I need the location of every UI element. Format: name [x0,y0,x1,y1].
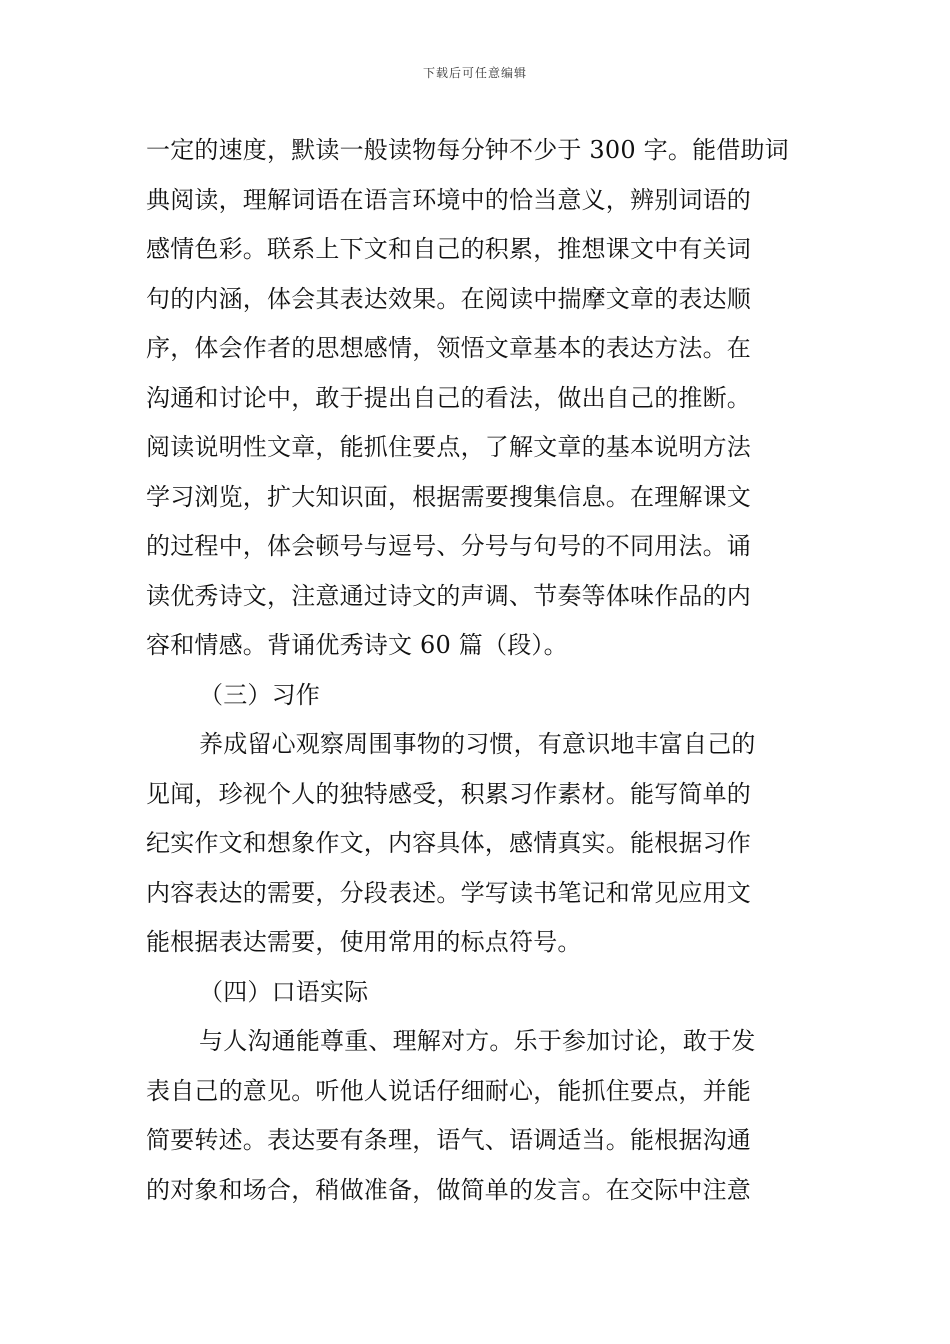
text-line: 句的内涵，体会其表达效果。在阅读中揣摩文章的表达顺 [146,284,751,313]
text-line: 序，体会作者的思想感情，领悟文章基本的表达方法。在 [146,334,751,362]
text-line: 沟通和讨论中，敢于提出自己的看法，做出自己的推断。 [146,383,751,412]
text-line: 内容表达的需要，分段表述。学写读书笔记和常见应用文 [146,878,751,907]
text-line: 感情色彩。联系上下文和自己的积累，推想课文中有关词 [146,235,751,263]
text-line: 简要转述。表达要有条理，语气、语调适当。能根据沟通 [146,1126,751,1154]
text-line: 见闻，珍视个人的独特感受，积累习作素材。能写简单的 [146,779,751,808]
text-line: 一定的速度，默读一般读物每分钟不少于 300 字。能借助词 [146,136,789,164]
text-line: 典阅读，理解词语在语言环境中的恰当意义，辨别词语的 [146,185,751,214]
paragraph-first-line: 与人沟通能尊重、理解对方。乐于参加讨论，敢于发 [199,1027,756,1055]
text-line: 阅读说明性文章，能抓住要点，了解文章的基本说明方法 [146,433,751,461]
text-line: 纪实作文和想象作文，内容具体，感情真实。能根据习作 [146,829,751,857]
section-heading-writing: （三）习作 [199,680,320,709]
page-header: 下载后可任意编辑 [422,66,527,80]
text-line: 的对象和场合，稍做准备，做简单的发言。在交际中注意 [146,1175,751,1204]
text-line: 能根据表达需要，使用常用的标点符号。 [146,928,582,956]
text-line: 容和情感。背诵优秀诗文 60 篇（段）。 [146,631,568,659]
text-line: 的过程中，体会顿号与逗号、分号与句号的不同用法。诵 [146,532,751,560]
section-heading-oral: （四）口语实际 [199,977,369,1006]
document-body [146,126,810,1215]
text-line: 表自己的意见。听他人说话仔细耐心，能抓住要点，并能 [146,1076,751,1105]
paragraph-first-line: 养成留心观察周围事物的习惯，有意识地丰富自己的 [199,730,756,758]
text-line: 学习浏览，扩大知识面，根据需要搜集信息。在理解课文 [146,482,751,511]
text-line: 读优秀诗文，注意通过诗文的声调、节奏等体味作品的内 [146,581,751,610]
